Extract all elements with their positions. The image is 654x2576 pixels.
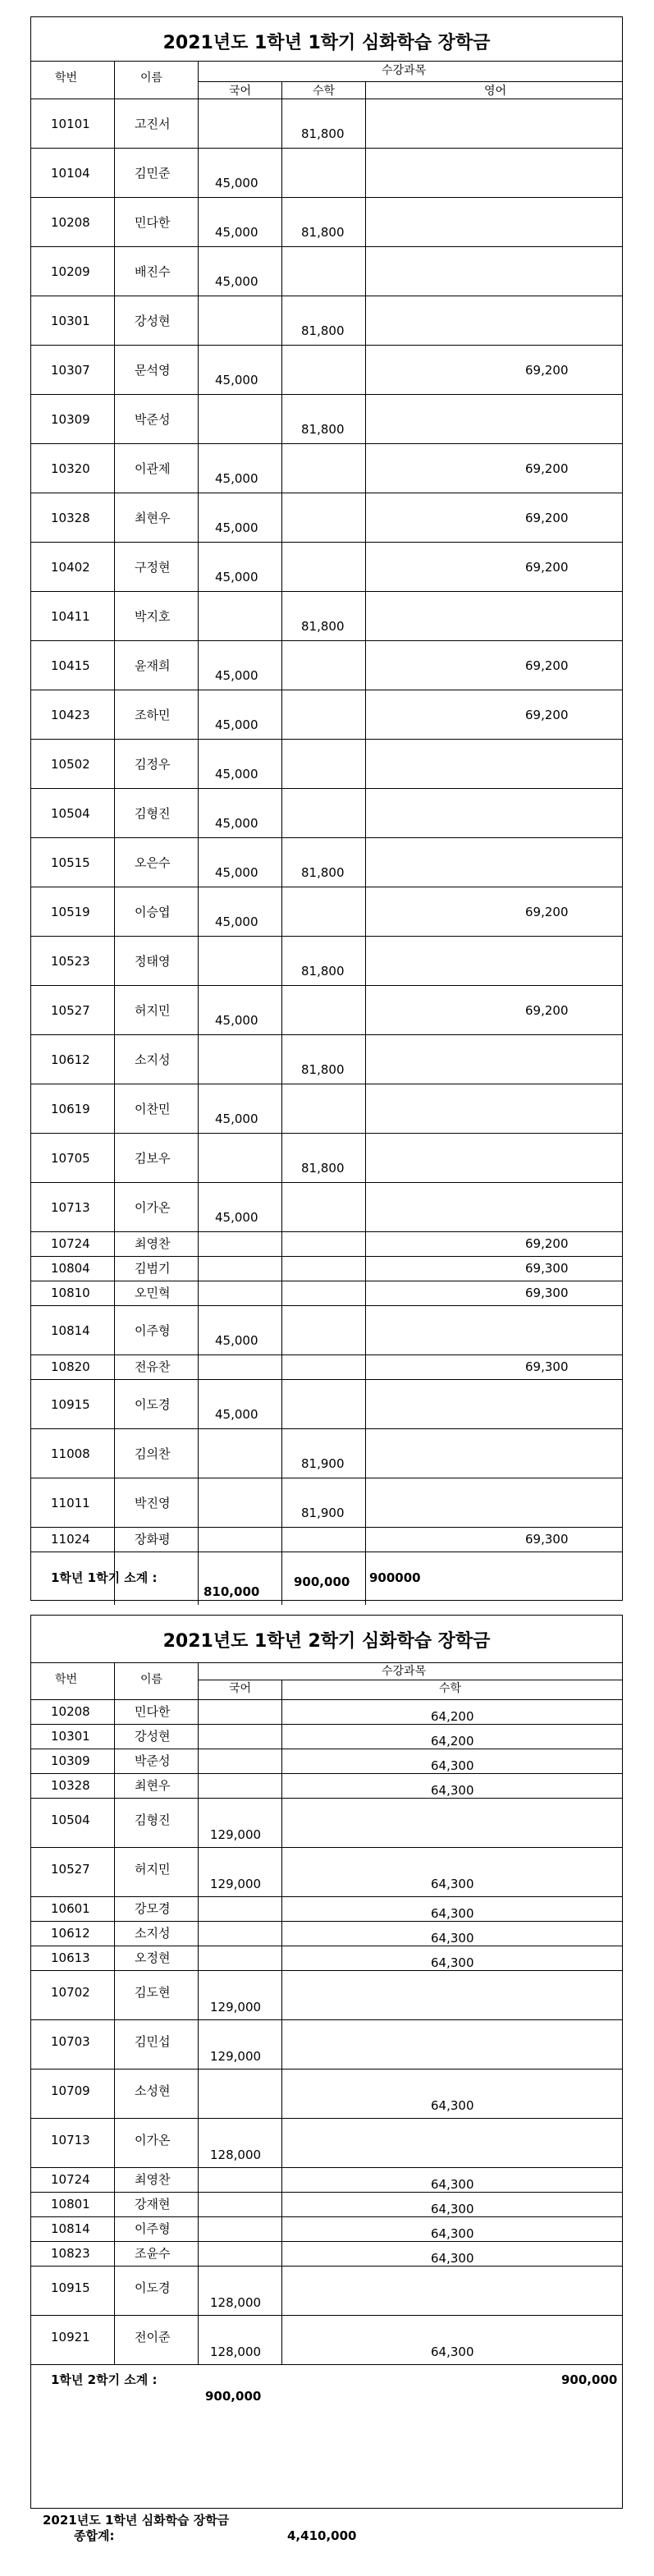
student-name: 전유찬 bbox=[135, 1359, 171, 1374]
grid-line bbox=[30, 2192, 623, 2193]
student-id: 10804 bbox=[51, 1261, 90, 1276]
student-name: 박진영 bbox=[135, 1496, 171, 1510]
student-name: 김정우 bbox=[135, 757, 171, 772]
math-amount: 81,800 bbox=[301, 323, 345, 338]
student-id: 10519 bbox=[51, 905, 90, 919]
student-id: 10101 bbox=[51, 117, 90, 131]
student-name: 민다한 bbox=[135, 1704, 171, 1719]
header-name: 이름 bbox=[140, 71, 163, 85]
korean-amount: 45,000 bbox=[215, 865, 258, 880]
student-name: 김의찬 bbox=[135, 1446, 171, 1461]
grid-line bbox=[30, 1034, 623, 1035]
student-id: 11008 bbox=[51, 1446, 90, 1461]
student-name: 조하민 bbox=[135, 708, 171, 722]
korean-amount: 45,000 bbox=[215, 570, 258, 584]
table1-title: 2021년도 1학년 1학기 심화학습 장학금 bbox=[162, 33, 491, 53]
subtotal-korean: 810,000 bbox=[204, 1584, 260, 1599]
math-amount: 81,800 bbox=[301, 619, 345, 634]
grid-line bbox=[281, 1680, 282, 2364]
student-name: 이가온 bbox=[135, 2133, 171, 2147]
student-name: 고진서 bbox=[135, 117, 171, 131]
english-amount: 69,300 bbox=[525, 1286, 569, 1300]
korean-amount: 45,000 bbox=[215, 176, 258, 190]
english-amount: 69,200 bbox=[525, 363, 569, 378]
student-id: 10415 bbox=[51, 658, 90, 673]
english-amount: 69,200 bbox=[525, 560, 569, 575]
student-name: 김도현 bbox=[135, 1985, 171, 2000]
student-id: 10823 bbox=[51, 2246, 90, 2261]
grid-line bbox=[30, 1896, 623, 1897]
student-id: 10328 bbox=[51, 1778, 90, 1793]
grid-line bbox=[30, 542, 623, 543]
korean-amount: 45,000 bbox=[215, 1333, 258, 1348]
student-id: 10301 bbox=[51, 1729, 90, 1744]
korean-amount: 45,000 bbox=[215, 914, 258, 929]
math-amount: 81,800 bbox=[301, 1062, 345, 1077]
student-name: 강모경 bbox=[135, 1901, 171, 1916]
student-name: 문석영 bbox=[135, 363, 171, 378]
grid-line bbox=[198, 81, 623, 82]
student-id: 10527 bbox=[51, 1862, 90, 1877]
grid-line bbox=[30, 2216, 623, 2217]
english-amount: 69,200 bbox=[525, 708, 569, 722]
english-amount: 69,300 bbox=[525, 1261, 569, 1276]
student-id: 10801 bbox=[51, 2197, 90, 2212]
korean-amount: 128,000 bbox=[210, 2295, 262, 2310]
student-id: 10820 bbox=[51, 1359, 90, 1374]
student-name: 장화평 bbox=[135, 1532, 171, 1547]
grid-line bbox=[30, 2167, 623, 2168]
header-english: 영어 bbox=[484, 85, 507, 98]
math-amount: 64,200 bbox=[431, 1709, 474, 1724]
math-amount: 64,300 bbox=[431, 2177, 474, 2192]
english-amount: 69,200 bbox=[525, 511, 569, 525]
student-name: 박준성 bbox=[135, 412, 171, 427]
student-name: 이관제 bbox=[135, 461, 171, 476]
student-id: 10724 bbox=[51, 1236, 90, 1251]
student-id: 10402 bbox=[51, 560, 90, 575]
header-id: 학번 bbox=[55, 1673, 78, 1686]
student-name: 소성현 bbox=[135, 2083, 171, 2098]
student-id: 10411 bbox=[51, 609, 90, 624]
math-amount: 64,200 bbox=[431, 1734, 474, 1749]
student-id: 10504 bbox=[51, 1813, 90, 1827]
english-amount: 69,300 bbox=[525, 1532, 569, 1547]
grid-line bbox=[30, 1773, 623, 1774]
grid-line bbox=[30, 1379, 623, 1380]
grid-line bbox=[30, 788, 623, 789]
math-amount: 81,800 bbox=[301, 865, 345, 880]
korean-amount: 45,000 bbox=[215, 668, 258, 683]
student-id: 10309 bbox=[51, 412, 90, 427]
grid-line bbox=[30, 1847, 623, 1848]
header-name: 이름 bbox=[140, 1673, 163, 1686]
grid-line bbox=[30, 1256, 623, 1257]
grid-line bbox=[30, 739, 623, 740]
math-amount: 64,300 bbox=[431, 1877, 474, 1891]
student-id: 10915 bbox=[51, 2280, 90, 2295]
student-name: 이주형 bbox=[135, 1323, 171, 1338]
student-id: 10619 bbox=[51, 1102, 90, 1116]
student-id: 11011 bbox=[51, 1496, 90, 1510]
student-name: 김민섭 bbox=[135, 2034, 171, 2049]
student-name: 이가온 bbox=[135, 1200, 171, 1215]
grid-line bbox=[198, 1662, 199, 2364]
student-id: 10328 bbox=[51, 511, 90, 525]
grid-line bbox=[30, 1699, 623, 1700]
grid-line bbox=[30, 1724, 623, 1725]
korean-amount: 45,000 bbox=[215, 1013, 258, 1028]
student-name: 정태영 bbox=[135, 954, 171, 969]
grid-line bbox=[30, 1133, 623, 1134]
subtotal-english: 900000 bbox=[369, 1570, 421, 1585]
grid-line bbox=[30, 61, 623, 62]
student-id: 10504 bbox=[51, 806, 90, 821]
grid-line bbox=[30, 591, 623, 592]
math-amount: 81,800 bbox=[301, 126, 345, 141]
student-id: 10702 bbox=[51, 1985, 90, 2000]
student-name: 이승엽 bbox=[135, 905, 171, 919]
student-name: 소지성 bbox=[135, 1052, 171, 1067]
table2-title: 2021년도 1학년 2학기 심화학습 장학금 bbox=[162, 1631, 491, 1652]
student-id: 10527 bbox=[51, 1003, 90, 1018]
grid-line bbox=[30, 1921, 623, 1922]
grid-line bbox=[30, 1970, 623, 1971]
korean-amount: 45,000 bbox=[215, 816, 258, 831]
korean-amount: 128,000 bbox=[210, 2345, 262, 2359]
grid-line bbox=[30, 1527, 623, 1528]
math-amount: 81,900 bbox=[301, 1456, 345, 1471]
math-amount: 81,800 bbox=[301, 225, 345, 240]
korean-amount: 128,000 bbox=[210, 2147, 262, 2162]
student-id: 10209 bbox=[51, 264, 90, 279]
grid-line bbox=[30, 197, 623, 198]
grid-line bbox=[30, 2241, 623, 2242]
student-id: 10612 bbox=[51, 1052, 90, 1067]
english-amount: 69,300 bbox=[525, 1359, 569, 1374]
student-name: 조윤수 bbox=[135, 2246, 171, 2261]
student-id: 10724 bbox=[51, 2172, 90, 2187]
korean-amount: 45,000 bbox=[215, 1112, 258, 1126]
student-name: 김범기 bbox=[135, 1261, 171, 1276]
korean-amount: 45,000 bbox=[215, 520, 258, 535]
grid-line bbox=[30, 1182, 623, 1183]
korean-amount: 129,000 bbox=[210, 2049, 262, 2064]
korean-amount: 45,000 bbox=[215, 767, 258, 782]
student-name: 오정현 bbox=[135, 1950, 171, 1965]
grid-line bbox=[30, 2118, 623, 2119]
student-id: 10705 bbox=[51, 1151, 90, 1166]
student-id: 10810 bbox=[51, 1286, 90, 1300]
english-amount: 69,200 bbox=[525, 1236, 569, 1251]
header-id: 학번 bbox=[55, 71, 78, 85]
student-name: 최현우 bbox=[135, 1778, 171, 1793]
student-name: 김형진 bbox=[135, 806, 171, 821]
math-amount: 81,900 bbox=[301, 1506, 345, 1520]
grid-line bbox=[30, 936, 623, 937]
header-korean: 국어 bbox=[229, 1682, 252, 1695]
student-name: 박지호 bbox=[135, 609, 171, 624]
header-courses: 수강과목 bbox=[382, 64, 427, 77]
student-id: 10309 bbox=[51, 1753, 90, 1768]
student-id: 10612 bbox=[51, 1926, 90, 1941]
grid-line bbox=[114, 61, 115, 1605]
student-name: 배진수 bbox=[135, 264, 171, 279]
english-amount: 69,200 bbox=[525, 658, 569, 673]
student-id: 10713 bbox=[51, 2133, 90, 2147]
header-math: 수학 bbox=[313, 85, 336, 98]
grand-total-value: 4,410,000 bbox=[287, 2528, 357, 2543]
grand-total-label: 종합계: bbox=[74, 2528, 115, 2543]
subtotal-label: 1학년 2학기 소계 : bbox=[51, 2372, 158, 2387]
student-name: 구정현 bbox=[135, 560, 171, 575]
student-name: 이주형 bbox=[135, 2221, 171, 2236]
grid-line bbox=[365, 81, 366, 1605]
math-amount: 81,800 bbox=[301, 964, 345, 979]
english-amount: 69,200 bbox=[525, 1003, 569, 1018]
korean-amount: 45,000 bbox=[215, 1407, 258, 1422]
student-name: 박준성 bbox=[135, 1753, 171, 1768]
student-id: 10523 bbox=[51, 954, 90, 969]
grid-line bbox=[30, 640, 623, 641]
student-id: 10814 bbox=[51, 2221, 90, 2236]
student-name: 허지민 bbox=[135, 1862, 171, 1877]
header-math: 수학 bbox=[439, 1682, 462, 1695]
english-amount: 69,200 bbox=[525, 461, 569, 476]
korean-amount: 45,000 bbox=[215, 471, 258, 486]
grid-line bbox=[30, 1231, 623, 1232]
korean-amount: 129,000 bbox=[210, 1877, 262, 1891]
student-name: 이도경 bbox=[135, 1397, 171, 1412]
student-id: 10814 bbox=[51, 1323, 90, 1338]
student-name: 최영찬 bbox=[135, 2172, 171, 2187]
student-id: 10713 bbox=[51, 1200, 90, 1215]
subtotal-math: 900,000 bbox=[561, 2372, 618, 2387]
student-id: 11024 bbox=[51, 1532, 90, 1547]
math-amount: 64,300 bbox=[431, 1906, 474, 1921]
subtotal-korean: 900,000 bbox=[205, 2389, 262, 2404]
grid-line bbox=[281, 81, 282, 1605]
student-name: 최영찬 bbox=[135, 1236, 171, 1251]
grid-line bbox=[30, 345, 623, 346]
student-id: 10515 bbox=[51, 855, 90, 870]
grid-line bbox=[30, 2019, 623, 2020]
math-amount: 81,800 bbox=[301, 422, 345, 437]
grid-line bbox=[30, 1798, 623, 1799]
header-korean: 국어 bbox=[229, 85, 252, 98]
student-id: 10921 bbox=[51, 2330, 90, 2345]
math-amount: 64,300 bbox=[431, 1955, 474, 1970]
korean-amount: 45,000 bbox=[215, 274, 258, 289]
korean-amount: 129,000 bbox=[210, 1827, 262, 1842]
student-name: 소지성 bbox=[135, 1926, 171, 1941]
student-name: 강성현 bbox=[135, 314, 171, 328]
grid-line bbox=[30, 246, 623, 247]
math-amount: 64,300 bbox=[431, 1758, 474, 1773]
student-name: 강재현 bbox=[135, 2197, 171, 2212]
grid-line bbox=[30, 1305, 623, 1306]
student-id: 10208 bbox=[51, 215, 90, 230]
korean-amount: 45,000 bbox=[215, 717, 258, 732]
subtotal-math: 900,000 bbox=[294, 1574, 350, 1589]
student-name: 전이준 bbox=[135, 2330, 171, 2345]
student-id: 10613 bbox=[51, 1950, 90, 1965]
student-name: 김보우 bbox=[135, 1151, 171, 1166]
korean-amount: 45,000 bbox=[215, 225, 258, 240]
math-amount: 64,300 bbox=[431, 2098, 474, 2113]
student-name: 김민준 bbox=[135, 166, 171, 181]
student-id: 10320 bbox=[51, 461, 90, 476]
math-amount: 81,800 bbox=[301, 1161, 345, 1176]
math-amount: 64,300 bbox=[431, 1931, 474, 1946]
student-name: 강성현 bbox=[135, 1729, 171, 1744]
student-name: 오민혁 bbox=[135, 1286, 171, 1300]
student-name: 민다한 bbox=[135, 215, 171, 230]
math-amount: 64,300 bbox=[431, 1783, 474, 1798]
korean-amount: 45,000 bbox=[215, 373, 258, 387]
grid-line bbox=[30, 148, 623, 149]
student-id: 10423 bbox=[51, 708, 90, 722]
math-amount: 64,300 bbox=[431, 2226, 474, 2241]
student-name: 허지민 bbox=[135, 1003, 171, 1018]
subtotal-label: 1학년 1학기 소계 : bbox=[51, 1570, 158, 1585]
korean-amount: 129,000 bbox=[210, 2000, 262, 2015]
student-id: 10915 bbox=[51, 1397, 90, 1412]
math-amount: 64,300 bbox=[431, 2251, 474, 2266]
student-id: 10601 bbox=[51, 1901, 90, 1916]
student-id: 10301 bbox=[51, 314, 90, 328]
student-name: 윤재희 bbox=[135, 658, 171, 673]
korean-amount: 45,000 bbox=[215, 1210, 258, 1225]
student-name: 최현우 bbox=[135, 511, 171, 525]
grid-line bbox=[30, 394, 623, 395]
grid-line bbox=[30, 2364, 623, 2365]
student-id: 10307 bbox=[51, 363, 90, 378]
student-id: 10709 bbox=[51, 2083, 90, 2098]
grid-line bbox=[114, 1662, 115, 2364]
student-id: 10208 bbox=[51, 1704, 90, 1719]
grand-total-title: 2021년도 1학년 심화학습 장학금 bbox=[43, 2513, 230, 2528]
header-courses: 수강과목 bbox=[382, 1665, 427, 1678]
math-amount: 64,300 bbox=[431, 2202, 474, 2216]
student-id: 10502 bbox=[51, 757, 90, 772]
english-amount: 69,200 bbox=[525, 905, 569, 919]
grid-line bbox=[30, 2315, 623, 2316]
student-name: 김형진 bbox=[135, 1813, 171, 1827]
grid-line bbox=[30, 2266, 623, 2267]
student-id: 10703 bbox=[51, 2034, 90, 2049]
grid-line bbox=[30, 837, 623, 838]
grid-line bbox=[30, 443, 623, 444]
student-name: 이찬민 bbox=[135, 1102, 171, 1116]
grid-line bbox=[30, 985, 623, 986]
student-name: 이도경 bbox=[135, 2280, 171, 2295]
student-id: 10104 bbox=[51, 166, 90, 181]
grid-line bbox=[198, 61, 199, 1605]
math-amount: 64,300 bbox=[431, 2345, 474, 2359]
student-name: 오은수 bbox=[135, 855, 171, 870]
grid-line bbox=[30, 1428, 623, 1429]
grid-line bbox=[30, 1354, 623, 1355]
grid-line bbox=[30, 2069, 623, 2070]
grid-line bbox=[30, 1662, 623, 1663]
